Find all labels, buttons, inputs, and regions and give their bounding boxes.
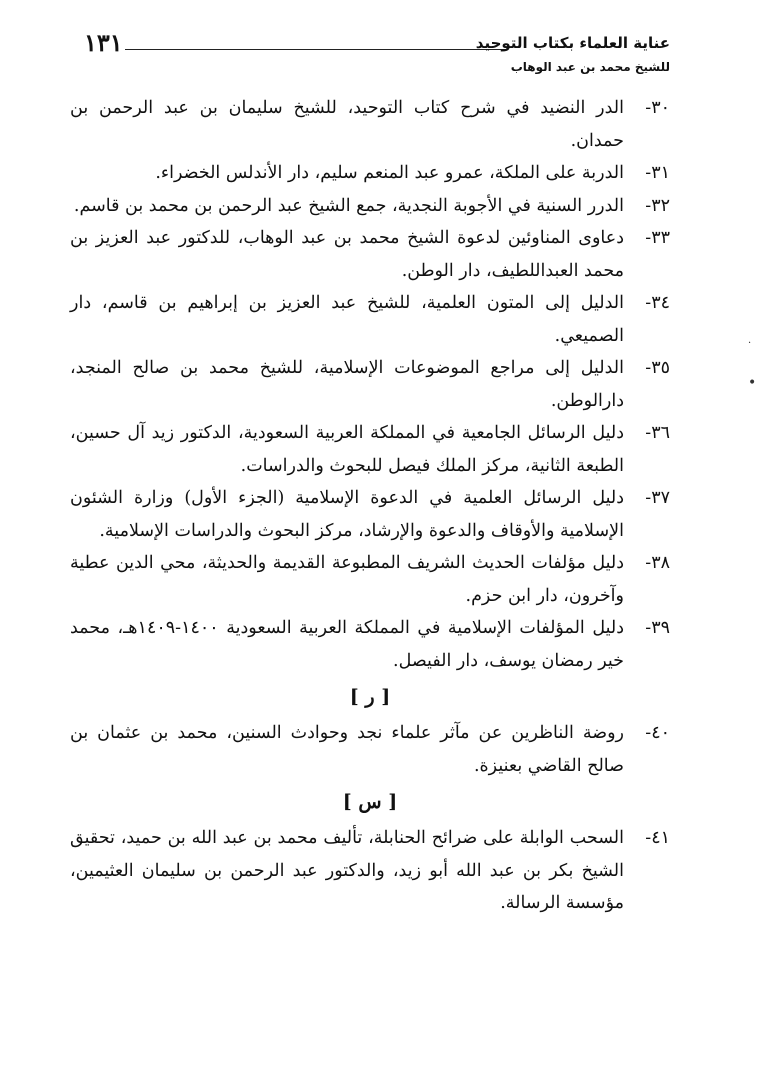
entry-number: ٣٩- — [645, 618, 670, 638]
header-rule — [125, 49, 508, 50]
section-heading-r: [ ر ] — [349, 686, 391, 708]
running-title: عناية العلماء بكتاب التوحيد — [475, 34, 670, 52]
bibliography-entry — [70, 92, 670, 157]
entry-text: دليل مؤلفات الحديث الشريف المطبوعة القديمة والحديثة، محي الدين عطية وآخرون، دار ابن حزم. — [70, 553, 624, 606]
bibliography-entry — [70, 352, 670, 417]
entry-number: ٣٠- — [645, 98, 670, 118]
page-number: ١٣١ — [84, 28, 123, 57]
margin-speck: · — [748, 338, 752, 349]
margin-speck: • — [748, 375, 757, 391]
entry-number: ٣٥- — [645, 358, 670, 378]
bibliography-entry — [70, 822, 670, 920]
entry-number: ٤١- — [645, 828, 670, 848]
entry-number: ٤٠- — [645, 723, 670, 743]
bibliography-entry — [70, 190, 670, 223]
entry-number: ٣٦- — [645, 423, 670, 443]
bibliography-entry — [70, 417, 670, 482]
bibliography-list — [70, 92, 670, 920]
bibliography-entry — [70, 482, 670, 547]
section-heading-s: [ س ] — [342, 791, 398, 813]
entry-text: السحب الوابلة على ضرائح الحنابلة، تأليف محمد بن عبد الله بن حميد، تحقيق الشيخ بكر بن عبد الله أبو زيد، والدكتور عبد الرحمن بن سليمان العثيمين، مؤسسة الرسالة. — [70, 828, 624, 913]
bibliography-entry — [70, 547, 670, 612]
entry-text: دليل الرسائل العلمية في الدعوة الإسلامية (الجزء الأول) وزارة الشئون الإسلامية والأوقاف والدعوة والإرشاد، مركز البحوث والدراسات الإسلامية. — [70, 488, 624, 541]
entry-text: الدرر السنية في الأجوبة النجدية، جمع الشيخ عبد الرحمن بن محمد بن قاسم. — [73, 195, 624, 216]
bibliography-entry — [70, 612, 670, 677]
entry-text: دعاوى المناوئين لدعوة الشيخ محمد بن عبد الوهاب، للدكتور عبد العزيز بن محمد العبداللطيف، دار الوطن. — [70, 228, 624, 281]
bibliography-entry — [70, 157, 670, 190]
entry-number: ٣٤- — [645, 293, 670, 313]
bibliography-entry — [70, 287, 670, 352]
entry-text: الدليل إلى المتون العلمية، للشيخ عبد العزيز بن إبراهيم بن قاسم، دار الصميعي. — [70, 293, 624, 346]
bibliography-entry — [70, 222, 670, 287]
entry-text: دليل المؤلفات الإسلامية في المملكة العربية السعودية ١٤٠٠-١٤٠٩هـ، محمد خير رمضان يوسف، دار الفيصل. — [70, 618, 624, 671]
entry-number: ٣٣- — [645, 228, 670, 248]
entry-number: ٣٢- — [645, 195, 670, 216]
entry-text: الدر النضيد في شرح كتاب التوحيد، للشيخ سليمان بن عبد الرحمن بن حمدان. — [70, 98, 624, 151]
entry-number: ٣١- — [645, 163, 670, 183]
entry-text: الدليل إلى مراجع الموضوعات الإسلامية، للشيخ محمد بن صالح المنجد، دارالوطن. — [70, 358, 624, 411]
entry-number: ٣٨- — [645, 553, 670, 573]
entry-text: دليل الرسائل الجامعية في المملكة العربية السعودية، الدكتور زيد آل حسين، الطبعة الثانية، مركز الملك فيصل للبحوث والدراسات. — [70, 423, 624, 476]
page-header — [80, 28, 670, 88]
running-subtitle: للشيخ محمد بن عبد الوهاب — [510, 60, 670, 74]
entry-text: روضة الناظرين عن مآثر علماء نجد وحوادث السنين، محمد بن عثمان بن صالح القاضي بعنيزة. — [70, 723, 624, 776]
entry-text: الدربة على الملكة، عمرو عبد المنعم سليم، دار الأندلس الخضراء. — [155, 163, 624, 183]
bibliography-entry — [70, 717, 670, 782]
entry-number: ٣٧- — [645, 488, 670, 508]
